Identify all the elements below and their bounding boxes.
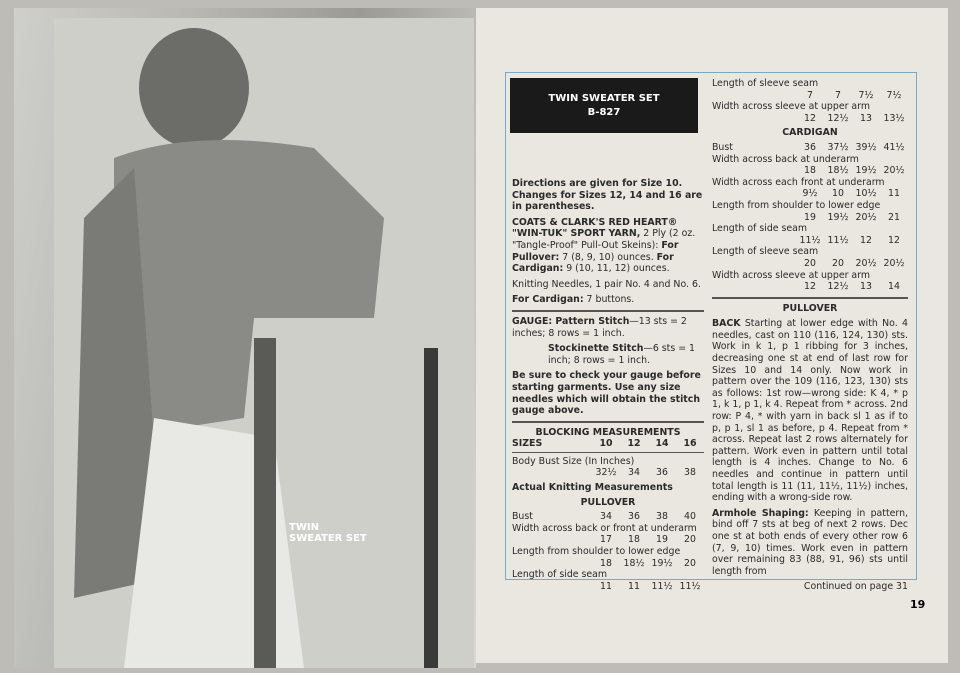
measure-label: Width across back or front at underarm — [512, 522, 697, 534]
measure-values: 18 18½ 19½ 20 — [600, 557, 696, 569]
measure-values: 12 12½ 13 13½ — [804, 112, 905, 124]
measure-values: 11½ 11½ 12 12 — [799, 234, 900, 246]
gauge-pattern: GAUGE: Pattern Stitch—13 sts = 2 inches; 8 rows = 1 inch. — [512, 315, 687, 339]
measure-label: Length from shoulder to lower edge — [512, 546, 681, 558]
armhole-directions: Armhole Shaping: Keeping in pattern, bind off 7 sts at beg of next 2 rows. Dec one st at both ends of every other row 6 (7, 9, 10) times. Work even in pattern over remaining 83 (88, 91, 96) sts until length from — [712, 507, 908, 577]
measure-label: Length of side seam — [712, 223, 808, 235]
measure-values: 7 7 7½ 7½ — [807, 89, 902, 101]
buttons: For Cardigan: 7 buttons. — [512, 294, 635, 306]
measure-values: 17 18 19 20 — [600, 534, 696, 546]
measure-label: Width across back at underarm — [712, 153, 859, 165]
cardigan-heading: CARDIGAN — [782, 127, 838, 139]
measure-values: 12 12½ 13 14 — [804, 281, 900, 293]
measure-label: Length of sleeve seam — [712, 78, 819, 89]
measure-label: Length of side seam — [512, 569, 608, 581]
column-right — [712, 78, 908, 593]
measure-row: Bust 36 37½ 39½ 41½ — [712, 141, 905, 153]
measure-values: 20 20 20½ 20½ — [804, 257, 905, 269]
blocking-title: BLOCKING MEASUREMENTS — [535, 426, 681, 438]
body-bust-values: 32½ 34 36 38 — [595, 467, 696, 479]
gauge-stockinette: Stockinette Stitch—6 sts = 1 inch; 8 rows = 1 inch. — [548, 343, 696, 366]
measure-values: 11 11 11½ 11½ — [600, 580, 701, 592]
yarn-info: COATS & CLARK'S RED HEART® "WIN-TUK" SPORT YARN, 2 Ply (2 oz. "Tangle-Proof" Pull-Out Skeins): For Pullover: 7 (8, 9, 10) ounces. For Cardigan: 9 (10, 11, 12) ounces. — [512, 216, 696, 275]
photo-caption: TWIN SWEATER SET — [289, 522, 367, 544]
measure-label: Width across sleeve at upper arm — [712, 101, 870, 113]
continued-note: Continued on page 31 — [803, 581, 908, 593]
pullover-directions-heading: PULLOVER — [782, 302, 838, 314]
measure-values: 9½ 10 10½ 11 — [802, 188, 900, 200]
pullover-heading: PULLOVER — [580, 496, 636, 508]
measure-label: Length from shoulder to lower edge — [712, 199, 881, 211]
sizes-row: SIZES 10 12 14 16 — [512, 438, 704, 453]
pattern-title: TWIN SWEATER SET — [548, 93, 660, 104]
column-left — [512, 178, 704, 592]
measure-label: Width across each front at underarm — [712, 176, 885, 188]
left-page-photo — [14, 8, 476, 668]
measure-label: Length of sleeve seam — [712, 246, 819, 258]
page-number: 19 — [910, 598, 926, 611]
measure-row: Bust 34 36 38 40 — [512, 511, 696, 523]
body-bust-label: Body Bust Size (In Inches) — [512, 455, 635, 467]
back-directions: BACK Starting at lower edge with No. 4 needles, cast on 110 (116, 124, 130) sts. Work in k 1, p 1 ribbing for 3 inches, decreasing one st at end of last row for Sizes 10 and 14 only. Now work in pattern over the 109 (116, 123, 130) sts as follows: 1st row—wrong side: K 4, * p 1, k 1, p 1, k 4. Repeat from * across. 2nd row: P 4, * with yarn in back sl 1 as if to p, p 1, sl 1 as before, p 4. Repeat from * across. Repeat last 2 rows alternately for pattern. Work even in pattern until total length is 4 inches. Change to No. 6 needles and continue in pattern until total length is 11 (11, 11½, 11½) inches, ending with a wrong-side row. — [712, 318, 909, 504]
pattern-title-block — [510, 78, 698, 133]
measure-values: 18 18½ 19½ 20½ — [804, 165, 905, 177]
measure-values: 19 19½ 20½ 21 — [804, 211, 900, 223]
gauge-note: Be sure to check your gauge before starting garments. Use any size needles which will obtain the stitch gauge above. — [512, 370, 701, 417]
intro: Directions are given for Size 10. Changes for Sizes 12, 14 and 16 are in parentheses. — [512, 178, 703, 213]
actual-label: Actual Knitting Measurements — [512, 482, 673, 494]
needles: Knitting Needles, 1 pair No. 4 and No. 6. — [512, 278, 701, 290]
pattern-code: B-827 — [587, 107, 621, 118]
model-photo — [54, 18, 474, 668]
measure-label: Width across sleeve at upper arm — [712, 269, 870, 281]
